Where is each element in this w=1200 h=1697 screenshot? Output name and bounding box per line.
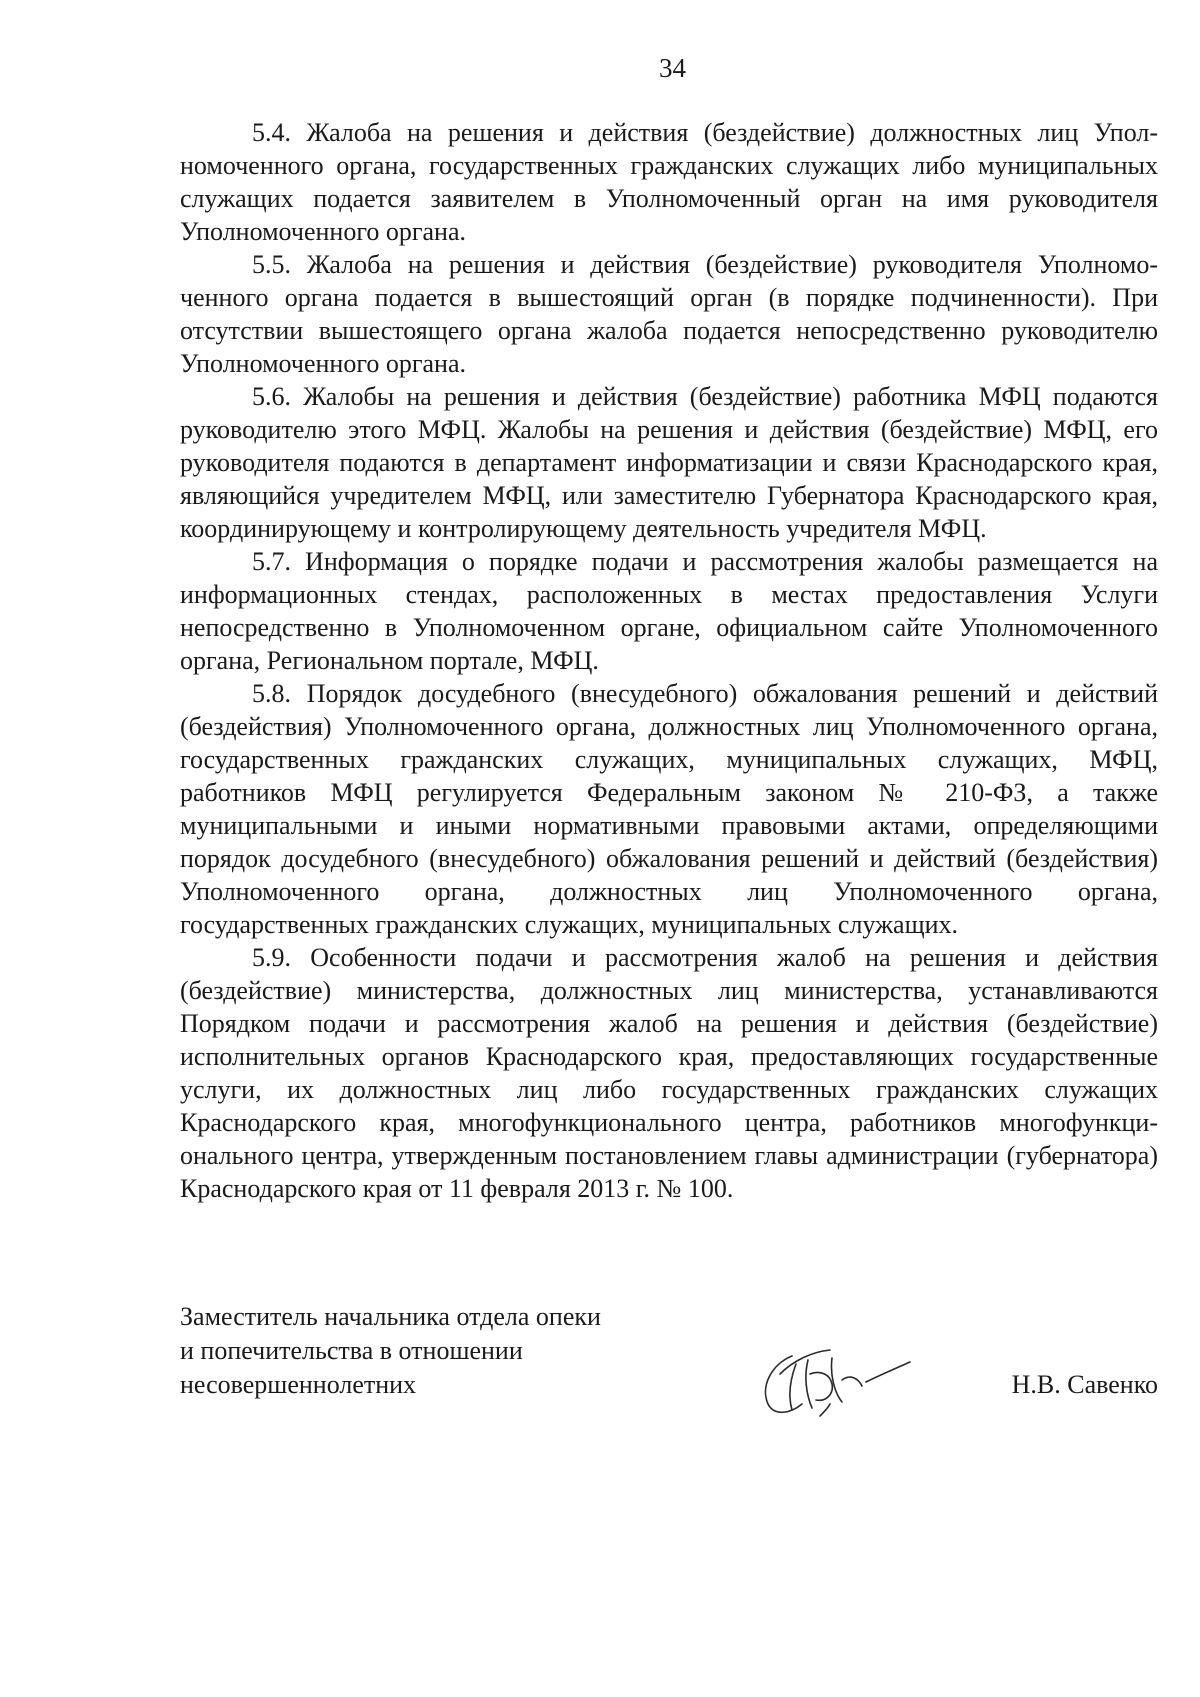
position-line-1: Заместитель начальника отдела опеки: [180, 1302, 601, 1331]
document-body: [180, 116, 1158, 1205]
paragraph-5-8: 5.8. Порядок досудебного (внесудебного) обжалования решений и действий (бездействия) Уполномоченного органа, должностных лиц Уполномоченного органа, государственных гражданских служащих, муниципальных служащих, МФЦ, работников МФЦ регулируется Федеральным законом № 210-ФЗ, а также муниципальными и иными нормативными правовыми актами, определяющими порядок досудебного (внесудебного) обжалования решений и действий (бездействия) Уполномоченного органа, должностных лиц Уполномоченного органа, государственных гражданских служащих, муниципальных служащих.: [180, 679, 1158, 939]
position-line-2: и попечительства в отношении: [180, 1336, 523, 1365]
paragraph-5-5: 5.5. Жалоба на решения и действия (бездействие) руководителя Уполномоченного органа подается в вышестоящий орган (в порядке подчиненности). При отсутствии вышестоящего органа жалоба подается непосредственно руководителю Уполномоченного органа.: [180, 250, 1158, 378]
signer-name: Н.В. Савенко: [1011, 1370, 1158, 1399]
page-number: 34: [659, 53, 686, 83]
handwritten-signature-icon: [750, 1334, 920, 1424]
signature-block: [180, 1300, 1158, 1430]
paragraph-5-4: 5.4. Жалоба на решения и действия (бездействие) должностных лиц Уполномоченного органа, государственных гражданских служащих либо муниципальных служащих подается заявителем в Уполномоченный орган на имя руководителя Уполномоченного органа.: [180, 118, 1158, 246]
paragraph-5-7: 5.7. Информация о порядке подачи и рассмотрения жалобы размещается на информационных стендах, расположенных в местах предоставления Услуги непосредственно в Уполномоченном органе, официальном сайте Уполномоченного органа, Региональном портале, МФЦ.: [180, 547, 1158, 675]
position-title: [180, 1300, 601, 1402]
paragraph-5-6: 5.6. Жалобы на решения и действия (бездействие) работника МФЦ подаются руководителю этого МФЦ. Жалобы на решения и действия (бездействие) МФЦ, его руководителя подаются в департамент информатизации и связи Краснодарского края, являющийся учредителем МФЦ, или заместителю Губернатора Краснодарского края, координирующему и контролирующему деятельность учредителя МФЦ.: [180, 382, 1158, 543]
position-line-3: несовершеннолетних: [180, 1370, 417, 1399]
paragraph-5-9: 5.9. Особенности подачи и рассмотрения жалоб на решения и действия (бездействие) министерства, должностных лиц министерства, устанавливаются Порядком подачи и рассмотрения жалоб на решения и действия (бездействие) исполнительных органов Краснодарского края, предоставляющих государственные услуги, их должностных лиц либо государственных гражданских служащих Краснодарского края, многофункционального центра, работников многофункционального центра, утвержденным постановлением главы администрации (губернатора) Краснодарского края от 11 февраля 2013 г. № 100.: [180, 943, 1158, 1203]
